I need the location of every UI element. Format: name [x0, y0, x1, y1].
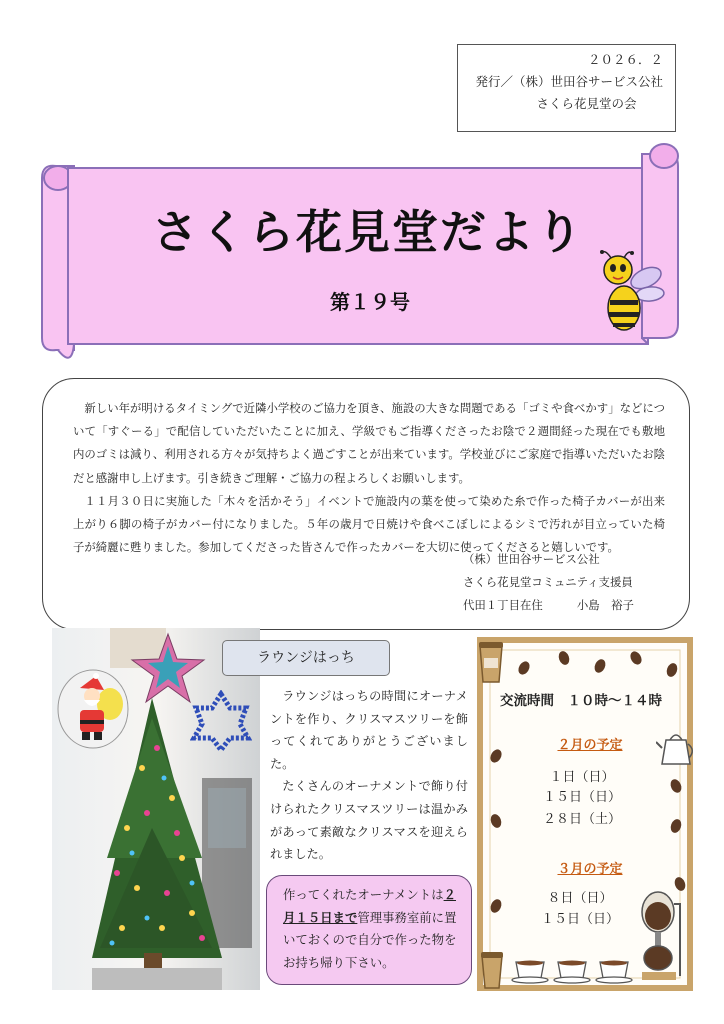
- newsletter-title: さくら花見堂だより: [152, 205, 584, 259]
- lounge-paragraph: ラウンジはっちの時間にオーナメントを作り、クリスマスツリーを飾ってくれてありがとうございました。: [270, 689, 468, 771]
- lounge-text: [270, 685, 468, 866]
- coffee-pot-icon: [656, 726, 696, 768]
- coffee-cup-icon: [476, 640, 506, 684]
- signature-role: さくら花見堂コミュニティ支援員: [463, 575, 633, 589]
- note-deadline: ２月１５日まで: [283, 887, 456, 925]
- issue-number: 第１９号: [330, 290, 410, 314]
- march-date: １５日（日）: [540, 912, 619, 927]
- signature-company: （株）世田谷サービス公社: [463, 552, 600, 566]
- lounge-title: ラウンジはっち: [222, 640, 390, 676]
- march-heading: ３月の予定: [557, 862, 623, 877]
- issue-date: ２０２６．２: [587, 52, 663, 67]
- group-name: さくら花見堂の会: [536, 96, 637, 111]
- siphon-icon: [636, 884, 686, 984]
- wreath-icon: [190, 690, 252, 752]
- february-date: １日（日）: [549, 770, 615, 785]
- santa-icon: [56, 668, 130, 750]
- lounge-paragraph: たくさんのオーナメントで飾り付けられたクリスマスツリーは温かみがあって素敵なクリスマスを迎えられました。: [270, 779, 468, 862]
- coffee-cup-icon: [478, 950, 506, 990]
- message-paragraph: 新しい年が明けるタイミングで近隣小学校のご協力を頂き、施設の大きな問題である「ゴミや食べかす」などについて「すぐーる」で配信していただいたことに加え、学級でもご指導くださったお陰で２週間経った現在でも敷地内のゴミは減り、利用される方々が気持ちよく過ごすことが出来ています。学校並びにご家庭で指導いただいたお陰だと感謝申し上げます。引き続きご理解・ご協力の程よろしくお願いします。: [73, 401, 665, 485]
- february-heading: ２月の予定: [557, 738, 623, 753]
- bee-icon: [594, 250, 668, 340]
- issuer: 発行／（株）世田谷サービス公社: [475, 74, 663, 89]
- february-date: １５日（日）: [542, 790, 621, 805]
- coffee-cups-row: [510, 946, 640, 986]
- note-text: 管理事務室前に置いておくので自分で作った物をお持ち帰り下さい。: [283, 909, 457, 970]
- february-date: ２８日（土）: [542, 812, 621, 827]
- meeting-hours: 交流時間 １０時〜１４時: [500, 693, 662, 709]
- note-text: 作ってくれたオーナメントは: [283, 887, 444, 902]
- message-paragraph: １１月３０日に実施した「木々を活かそう」イベントで施設内の葉を使って染めた糸で作った椅子カバーが出来上がり６脚の椅子がカバー付になりました。５年の歳月で日焼けや食べこぼしによるシミで汚れが目立っていた椅子が綺麗に甦りました。参加してくださった皆さんで作ったカバーを大切に使ってくださると嬉しいです。: [73, 493, 665, 555]
- publisher-box: [457, 44, 676, 132]
- march-date: ８日（日）: [547, 891, 613, 906]
- ornament-note: [266, 875, 472, 985]
- signature-name: 代田１丁目在住 小島 裕子: [463, 598, 634, 612]
